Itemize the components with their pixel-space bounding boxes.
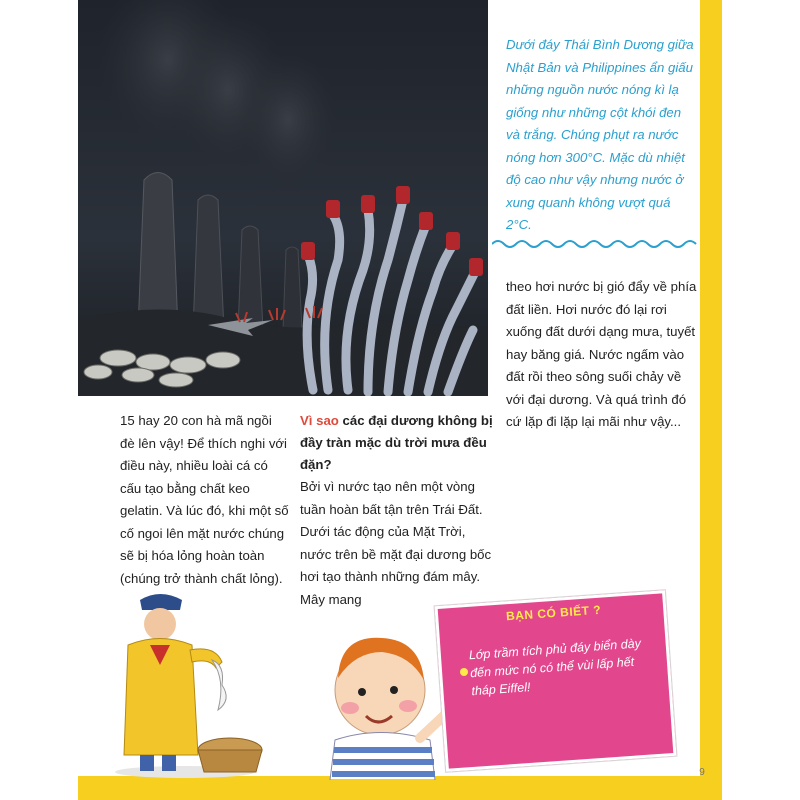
did-you-know-title: BẠN CÓ BIẾT ? bbox=[505, 602, 602, 624]
gelatin-fish-paragraph: 15 hay 20 con hà mã ngồi đè lên vậy! Để thích nghi với điều này, nhiều loài cá có cấu tạo bằng chất keo gelatin. Và lúc đó, khi một số cố ngoi lên mặt nước chúng sẽ bị hóa lỏng hoàn toàn (chúng trở thành chất lỏng). bbox=[120, 413, 289, 586]
bullet-icon bbox=[460, 668, 468, 676]
did-you-know-text: Lớp trầm tích phủ đáy biển dày đến mức nó có thể vùi lấp hết tháp Eiffel! bbox=[468, 636, 642, 699]
page-edge-right bbox=[700, 0, 722, 800]
water-cycle-continuation: theo hơi nước bị gió đẩy về phía đất liền. Hơi nước đó lại rơi xuống đất dưới dạng mưa, tuyết hay băng giá. Nước ngấm vào đất rồi theo sông suối chảy về với đại dương. Và quá trình đó cứ lặp đi lặp lại mãi như vậy... bbox=[506, 279, 697, 429]
page-number: 9 bbox=[699, 767, 705, 778]
hydrothermal-vent-fact: Dưới đáy Thái Bình Dương giữa Nhật Bản và Philippines ẩn giấu những nguồn nước nóng kì lạ giống như những cột khói đen và trắng. Chúng phụt ra nước nóng hơn 300°C. Mặc dù nhiệt độ cao như vậy nhưng nước ở xung quanh không vượt quá 2°C. bbox=[506, 37, 694, 232]
fisherman-illustration bbox=[100, 590, 270, 780]
why-answer: Bởi vì nước tạo nên một vòng tuần hoàn bất tận trên Trái Đất. Dưới tác động của Mặt Trời, nước trên bề mặt đại dương bốc hơi tạo thành những đám mây. Mây mang bbox=[300, 479, 492, 607]
why-question: các đại dương không bị đầy tràn mặc dù trời mưa đều đặn? bbox=[300, 413, 493, 472]
why-question-heading bbox=[300, 410, 500, 476]
why-prefix: Vì sao bbox=[300, 413, 339, 428]
deep-sea-illustration bbox=[78, 0, 488, 396]
wavy-divider bbox=[492, 238, 697, 250]
